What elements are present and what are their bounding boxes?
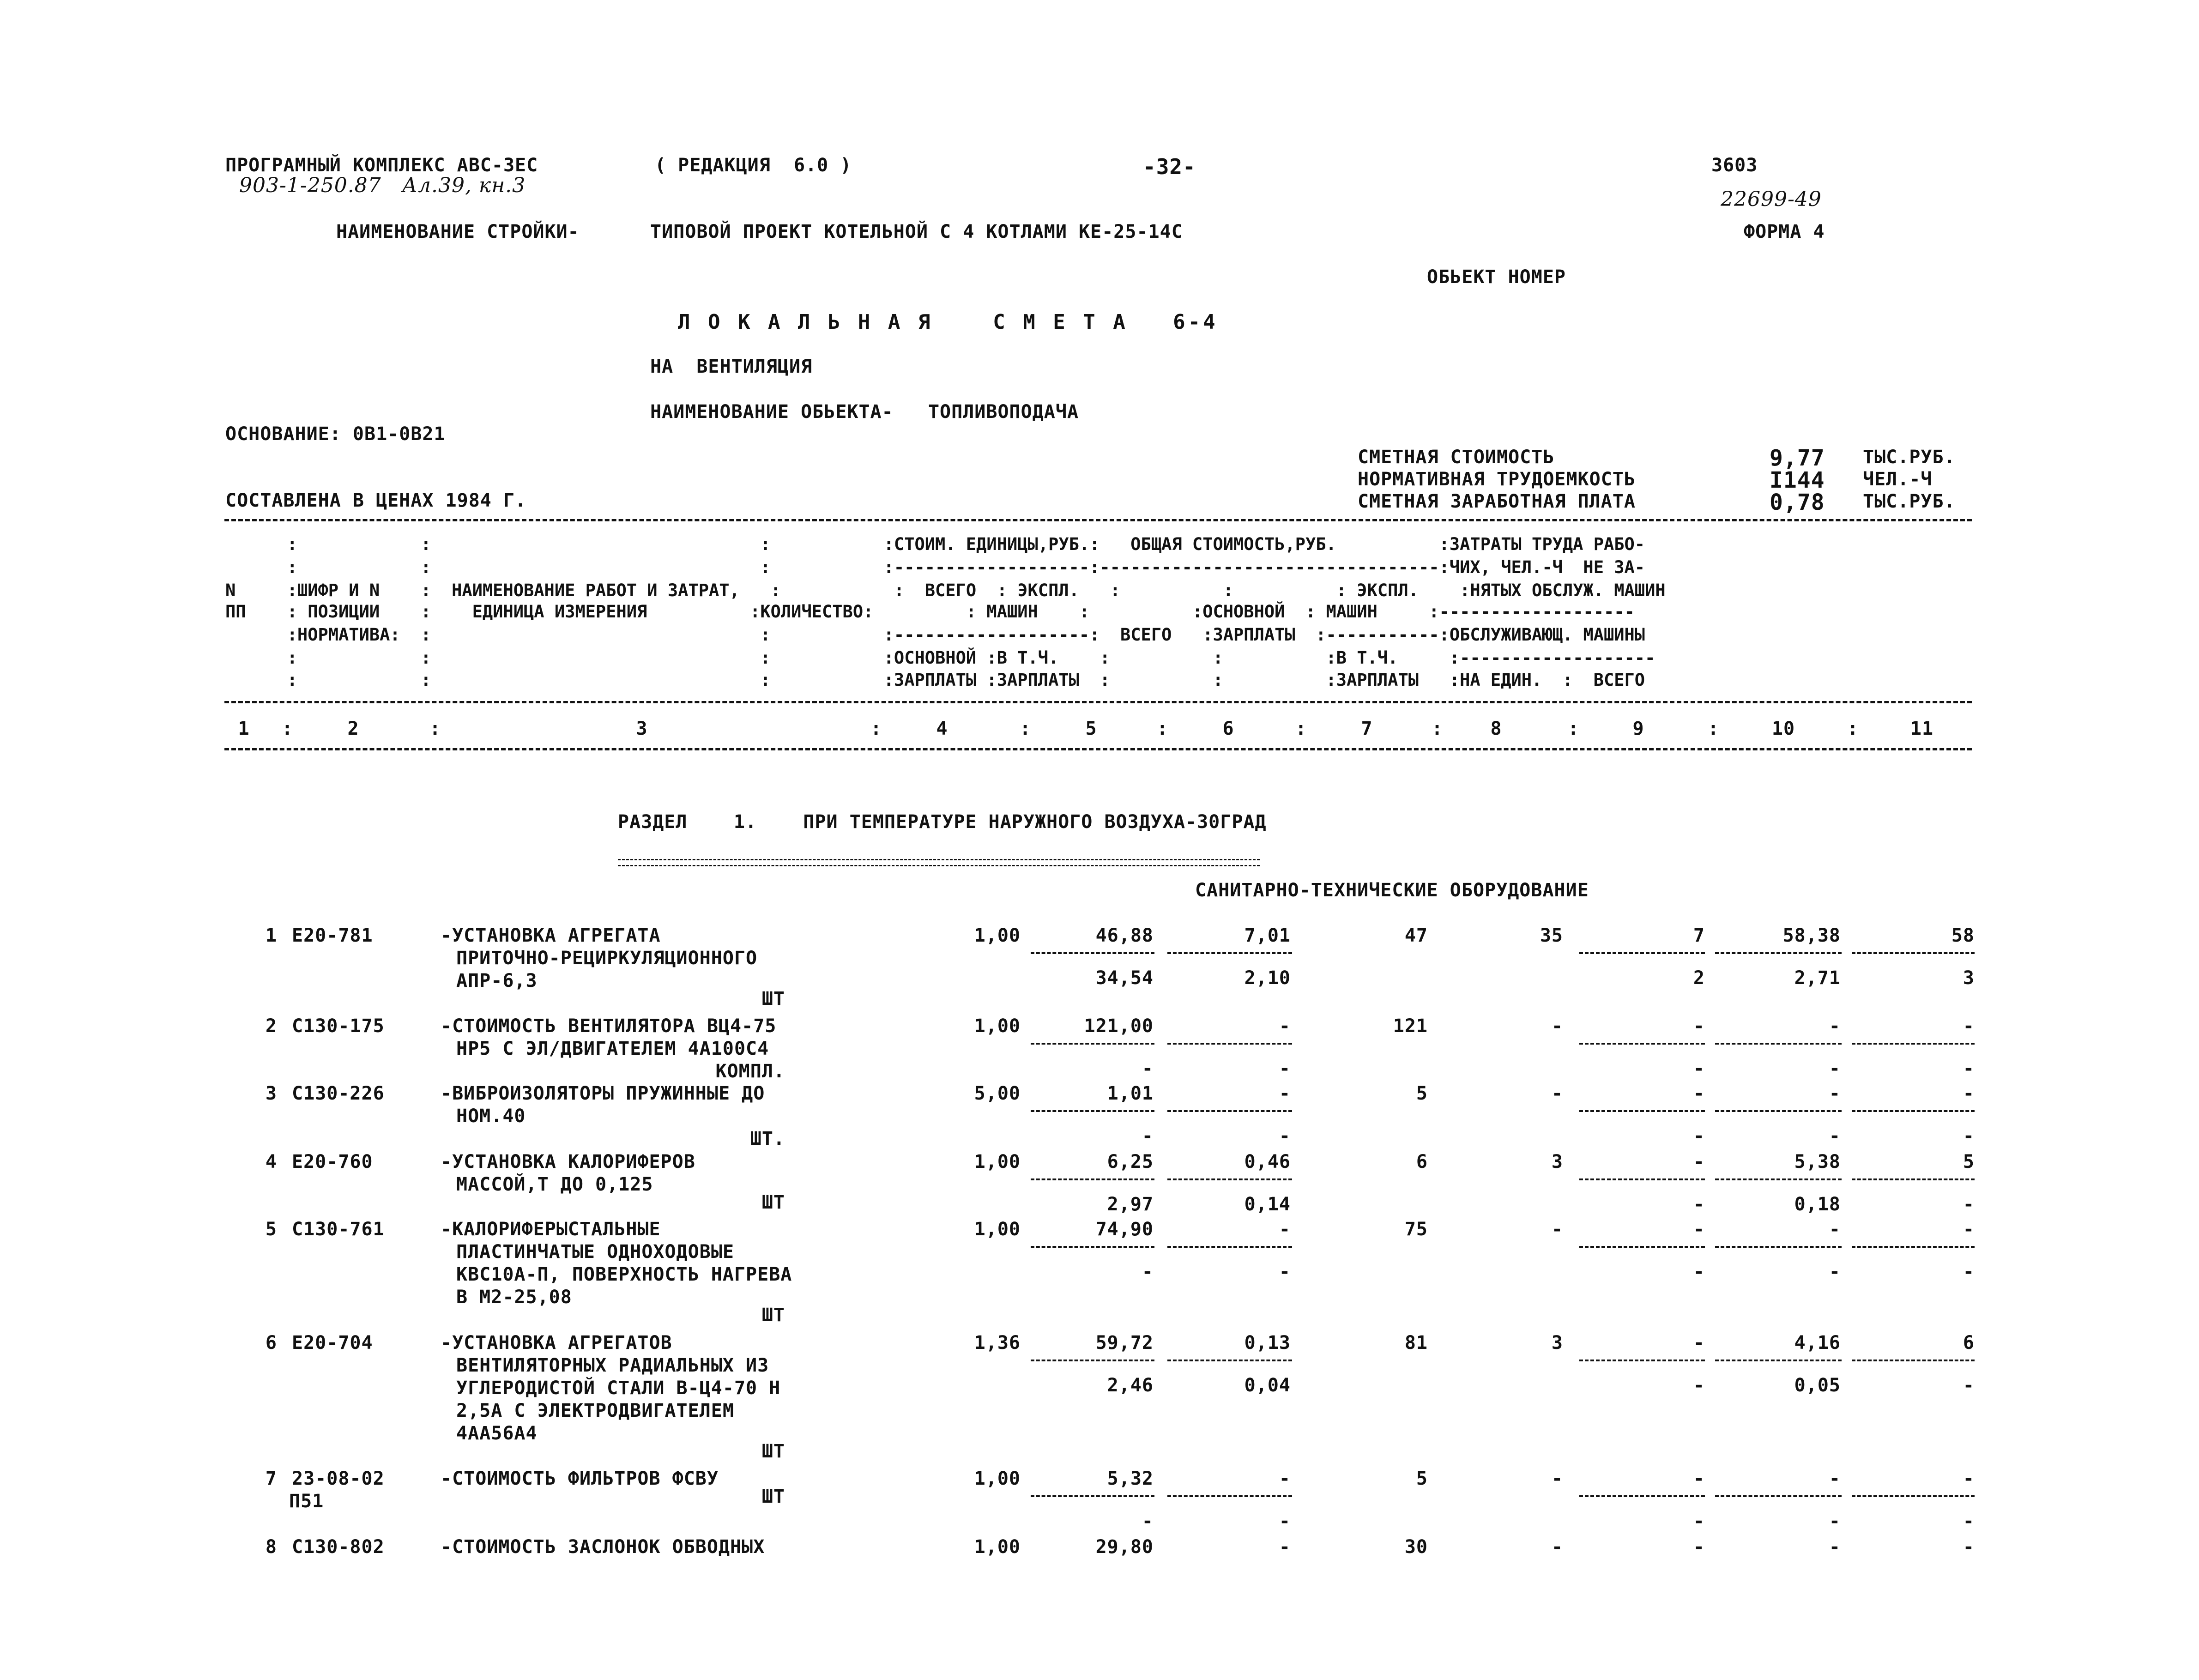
row-value-c6: 7,01 [1244,925,1291,946]
row-code: Е20-760 [292,1151,373,1172]
column-number: 11 [1910,718,1934,739]
row-subtotal-rule [1715,952,1842,954]
row-unit: ШТ. [750,1128,785,1149]
row-subvalue-s10: - [1829,1261,1841,1282]
column-number: 4 [936,718,948,739]
column-separator: : [429,718,441,739]
row-code: С130-802 [292,1536,385,1558]
header-line: ПП : ПОЗИЦИИ : ЕДИНИЦА ИЗМЕРЕНИЯ :КОЛИЧЕСТВО: : МАШИН : :ОСНОВНОЙ : МАШИН :------------------- [225,602,1635,622]
column-number: 5 [1085,718,1097,739]
row-number: 4 [265,1151,277,1172]
row-value-c8: - [1551,1083,1563,1104]
row-subvalue-s10: 2,71 [1794,967,1841,989]
row-subtotal-rule [1852,1246,1975,1248]
summary-label-wage: СМЕТНАЯ ЗАРАБОТНАЯ ПЛАТА [1358,491,1636,512]
column-number: 2 [347,718,359,739]
row-name: -СТОИМОСТЬ ЗАСЛОНОК ОБВОДНЫХ [441,1536,765,1558]
header-line: : : : :-------------------:---------------------------------:ЧИХ, ЧЕЛ.-Ч НЕ ЗА- [225,557,1645,577]
row-subvalue-s5: - [1142,1511,1154,1532]
row-name: -ВИБРОИЗОЛЯТОРЫ ПРУЖИННЫЕ ДО [441,1083,765,1104]
row-subtotal-rule [1852,1495,1975,1497]
row-code: П51 [289,1491,324,1512]
edition: ( РЕДАКЦИЯ 6.0 ) [655,155,852,176]
summary-label-labor: НОРМАТИВНАЯ ТРУДОЕМКОСТЬ [1358,469,1636,490]
row-name: -КАЛОРИФЕРЫСТАЛЬНЫЕ [441,1219,661,1240]
row-subvalue-s9: - [1693,1261,1705,1282]
row-name: НОМ.40 [456,1106,526,1127]
row-subtotal-rule [1579,1495,1705,1497]
section-underline [618,859,1260,866]
row-name: АПР-6,3 [456,970,538,991]
column-number: 9 [1632,718,1644,739]
row-subvalue-s11: - [1963,1375,1975,1396]
row-subtotal-rule [1715,1495,1842,1497]
row-value-c11: - [1963,1536,1975,1558]
row-subvalue-s10: - [1829,1125,1841,1147]
row-value-c11: - [1963,1468,1975,1489]
row-subtotal-rule [1031,1043,1154,1045]
header-line: : : : :СТОИМ. ЕДИНИЦЫ,РУБ.: ОБЩАЯ СТОИМОСТЬ,РУБ. :ЗАТРАТЫ ТРУДА РАБО- [225,534,1645,554]
column-separator: : [1847,718,1859,739]
row-value-c6: 0,13 [1244,1332,1291,1354]
row-subtotal-rule [1579,1360,1705,1361]
row-value-c8: - [1551,1536,1563,1558]
construction-label: НАИМЕНОВАНИЕ СТРОЙКИ- [336,221,580,242]
row-number: 5 [265,1219,277,1240]
row-value-c10: - [1829,1015,1841,1037]
row-number: 6 [265,1332,277,1354]
row-value-c7: 30 [1404,1536,1428,1558]
column-separator: : [1432,718,1444,739]
row-subtotal-rule [1167,1043,1292,1045]
row-code: С130-761 [292,1219,385,1240]
row-value-qty: 1,00 [974,1151,1021,1172]
row-name: -УСТАНОВКА КАЛОРИФЕРОВ [441,1151,695,1172]
row-code: С130-226 [292,1083,385,1104]
row-subvalue-s10: 0,18 [1794,1194,1841,1215]
row-value-c7: 47 [1404,925,1428,946]
row-value-c9: - [1693,1332,1705,1354]
row-value-c8: - [1551,1219,1563,1240]
row-subtotal-rule [1031,952,1154,954]
row-subvalue-s9: 2 [1693,967,1705,989]
column-separator: : [1157,718,1169,739]
row-subvalue-s6: - [1279,1125,1291,1147]
row-value-c10: - [1829,1536,1841,1558]
column-number: 7 [1361,718,1373,739]
row-subtotal-rule [1579,1246,1705,1248]
row-value-c9: - [1693,1468,1705,1489]
form-label: ФОРМА 4 [1744,221,1825,242]
column-number: 10 [1771,718,1795,739]
summary-unit-labor: ЧЕЛ.-Ч [1863,469,1933,490]
row-value-c6: - [1279,1536,1291,1558]
summary-value-cost: 9,77 [1770,445,1825,471]
basis: ОСНОВАНИЕ: 0В1-0В21 [225,423,446,445]
row-value-c9: - [1693,1083,1705,1104]
row-value-c10: 58,38 [1782,925,1841,946]
row-subvalue-s11: - [1963,1058,1975,1079]
row-name: НР5 С ЭЛ/ДВИГАТЕЛЕМ 4А100С4 [456,1038,769,1059]
section-subtitle: САНИТАРНО-ТЕХНИЧЕСКИЕ ОБОРУДОВАНИЕ [1195,880,1589,901]
row-subvalue-s10: - [1829,1058,1841,1079]
row-value-c5: 29,80 [1095,1536,1154,1558]
row-subvalue-s11: - [1963,1194,1975,1215]
row-subvalue-s5: 2,46 [1107,1375,1154,1396]
row-value-c9: - [1693,1151,1705,1172]
row-value-c8: 3 [1551,1151,1563,1172]
row-subvalue-s6: 2,10 [1244,967,1291,989]
row-value-c8: - [1551,1468,1563,1489]
row-number: 3 [265,1083,277,1104]
row-subtotal-rule [1852,1043,1975,1045]
column-number: 6 [1222,718,1234,739]
row-subvalue-s5: - [1142,1261,1154,1282]
row-value-c11: - [1963,1219,1975,1240]
row-value-c7: 6 [1416,1151,1428,1172]
row-subtotal-rule [1031,1178,1154,1180]
column-separator: : [1568,718,1580,739]
row-value-c5: 6,25 [1107,1151,1154,1172]
summary-unit-wage: ТЫС.РУБ. [1863,491,1956,512]
row-subtotal-rule [1715,1178,1842,1180]
row-code: Е20-704 [292,1332,373,1354]
construction-value: ТИПОВОЙ ПРОЕКТ КОТЕЛЬНОЙ С 4 КОТЛАМИ КЕ-25-14С [650,221,1183,242]
code-top: 3603 [1711,155,1758,176]
header-line: : : : :ОСНОВНОЙ :В Т.Ч. : : :В Т.Ч. :------------------- [225,648,1655,668]
row-subvalue-s5: - [1142,1058,1154,1079]
row-value-c9: - [1693,1536,1705,1558]
row-value-c6: 0,46 [1244,1151,1291,1172]
header-line: : : : :ЗАРПЛАТЫ :ЗАРПЛАТЫ : : :ЗАРПЛАТЫ :НА ЕДИН. : ВСЕГО [225,670,1645,690]
row-unit: ШТ [761,1305,785,1326]
row-subtotal-rule [1579,1110,1705,1112]
row-number: 7 [265,1468,277,1489]
row-value-c8: - [1551,1015,1563,1037]
row-subtotal-rule [1579,1043,1705,1045]
row-value-c10: 5,38 [1794,1151,1841,1172]
row-name: В М2-25,08 [456,1287,572,1308]
row-subvalue-s5: 34,54 [1095,967,1154,989]
row-value-c7: 75 [1404,1219,1428,1240]
row-code: 23-08-02 [292,1468,385,1489]
row-value-c6: - [1279,1219,1291,1240]
row-value-c11: 6 [1963,1332,1975,1354]
row-subtotal-rule [1167,1495,1292,1497]
row-subvalue-s6: - [1279,1058,1291,1079]
header-line: N :ШИФР И N : НАИМЕНОВАНИЕ РАБОТ И ЗАТРАТ, : : ВСЕГО : ЭКСПЛ. : : : ЭКСПЛ. :НЯТЫХ ОБСЛУЖ. МАШИН [225,580,1666,600]
row-value-c5: 74,90 [1095,1219,1154,1240]
row-subvalue-s9: - [1693,1125,1705,1147]
row-subvalue-s9: - [1693,1375,1705,1396]
column-separator: : [1708,718,1720,739]
column-number: 1 [238,718,250,739]
doc-title: Л О К А Л Ь Н А Я С М Е Т А 6-4 [678,310,1218,334]
row-name: ВЕНТИЛЯТОРНЫХ РАДИАЛЬНЫХ ИЗ [456,1355,769,1376]
row-value-c11: 58 [1951,925,1975,946]
row-unit: ШТ [761,988,785,1009]
row-subvalue-s5: - [1142,1125,1154,1147]
row-value-c7: 81 [1404,1332,1428,1354]
row-code: Е20-781 [292,925,373,946]
prices-year: СОСТАВЛЕНА В ЦЕНАХ 1984 Г. [225,490,527,511]
row-subtotal-rule [1167,1246,1292,1248]
row-subvalue-s9: - [1693,1511,1705,1532]
row-subvalue-s11: - [1963,1125,1975,1147]
column-number: 8 [1490,718,1502,739]
row-name: -СТОИМОСТЬ ВЕНТИЛЯТОРА ВЦ4-75 [441,1015,777,1037]
row-value-c5: 59,72 [1095,1332,1154,1354]
row-value-c5: 46,88 [1095,925,1154,946]
header-rule-mid [224,701,1972,703]
object-name: НАИМЕНОВАНИЕ ОБЬЕКТА- ТОПЛИВОПОДАЧА [650,401,1079,423]
row-subvalue-s6: - [1279,1511,1291,1532]
row-subtotal-rule [1031,1110,1154,1112]
row-subtotal-rule [1852,1360,1975,1361]
header-line: :НОРМАТИВА: : : :-------------------: ВСЕГО :ЗАРПЛАТЫ :-----------:ОБСЛУЖИВАЮЩ. МАШИНЫ [225,625,1645,645]
row-value-c11: - [1963,1083,1975,1104]
row-subvalue-s9: - [1693,1058,1705,1079]
row-unit: ШТ [761,1486,785,1507]
row-subtotal-rule [1715,1360,1842,1361]
row-value-c5: 5,32 [1107,1468,1154,1489]
row-value-c6: - [1279,1083,1291,1104]
row-subvalue-s6: 0,04 [1244,1375,1291,1396]
row-subtotal-rule [1715,1110,1842,1112]
row-subtotal-rule [1715,1043,1842,1045]
row-subtotal-rule [1579,952,1705,954]
row-value-c8: 3 [1551,1332,1563,1354]
row-subtotal-rule [1167,1110,1292,1112]
column-separator: : [870,718,882,739]
row-value-c10: - [1829,1083,1841,1104]
row-value-c9: - [1693,1015,1705,1037]
row-subtotal-rule [1167,952,1292,954]
object-number: ОБЬЕКТ НОМЕР [1427,266,1566,288]
row-value-c10: 4,16 [1794,1332,1841,1354]
row-value-c11: 5 [1963,1151,1975,1172]
row-subtotal-rule [1167,1178,1292,1180]
row-unit: ШТ [761,1441,785,1462]
row-value-c6: - [1279,1468,1291,1489]
row-number: 8 [265,1536,277,1558]
row-name: -УСТАНОВКА АГРЕГАТА [441,925,661,946]
row-unit: КОМПЛ. [715,1061,785,1082]
summary-label-cost: СМЕТНАЯ СТОИМОСТЬ [1358,447,1555,468]
row-value-qty: 1,00 [974,925,1021,946]
row-subvalue-s5: 2,97 [1107,1194,1154,1215]
row-value-qty: 1,36 [974,1332,1021,1354]
row-value-c7: 121 [1393,1015,1428,1037]
row-name: -СТОИМОСТЬ ФИЛЬТРОВ ФСВУ [441,1468,719,1489]
row-name: 2,5А С ЭЛЕКТРОДВИГАТЕЛЕМ [456,1400,734,1421]
row-name: -УСТАНОВКА АГРЕГАТОВ [441,1332,672,1354]
row-code: С130-175 [292,1015,385,1037]
row-value-c5: 1,01 [1107,1083,1154,1104]
summary-value-wage: 0,78 [1770,489,1825,515]
row-number: 1 [265,925,277,946]
row-subvalue-s10: - [1829,1511,1841,1532]
row-value-c9: - [1693,1219,1705,1240]
row-subvalue-s11: - [1963,1511,1975,1532]
page-number: -32- [1143,154,1196,179]
column-separator: : [1295,718,1307,739]
row-subtotal-rule [1852,1110,1975,1112]
row-value-qty: 5,00 [974,1083,1021,1104]
row-value-c10: - [1829,1219,1841,1240]
row-value-qty: 1,00 [974,1219,1021,1240]
row-name: ПЛАСТИНЧАТЫЕ ОДНОХОДОВЫЕ [456,1241,734,1263]
row-value-qty: 1,00 [974,1536,1021,1558]
row-subtotal-rule [1031,1495,1154,1497]
row-name: МАССОЙ,Т ДО 0,125 [456,1174,653,1195]
row-subtotal-rule [1031,1360,1154,1361]
row-subvalue-s11: 3 [1963,967,1975,989]
column-separator: : [1020,718,1032,739]
row-value-qty: 1,00 [974,1468,1021,1489]
header-rule-top [224,519,1972,521]
section-title: РАЗДЕЛ 1. ПРИ ТЕМПЕРАТУРЕ НАРУЖНОГО ВОЗДУХА-30ГРАД [618,811,1267,833]
program-name: ПРОГРАМНЫЙ КОМПЛЕКС АВС-3ЕС [225,155,538,176]
row-value-c6: - [1279,1015,1291,1037]
handwritten-ref: 903-1-250.87 Ал.39, кн.3 [239,174,526,197]
row-subtotal-rule [1579,1178,1705,1180]
row-subvalue-s11: - [1963,1261,1975,1282]
row-value-c9: 7 [1693,925,1705,946]
column-separator: : [282,718,294,739]
row-subtotal-rule [1852,952,1975,954]
column-number: 3 [636,718,648,739]
row-number: 2 [265,1015,277,1037]
row-subtotal-rule [1167,1360,1292,1361]
row-value-c11: - [1963,1015,1975,1037]
summary-unit-cost: ТЫС.РУБ. [1863,447,1956,468]
on-label: НА ВЕНТИЛЯЦИЯ [650,356,813,377]
row-value-c7: 5 [1416,1468,1428,1489]
row-value-c5: 121,00 [1084,1015,1154,1037]
row-name: ПРИТОЧНО-РЕЦИРКУЛЯЦИОННОГО [456,948,758,969]
summary-value-labor: I144 [1770,467,1825,493]
row-subvalue-s6: 0,14 [1244,1194,1291,1215]
row-name: КВС10А-П, ПОВЕРХНОСТЬ НАГРЕВА [456,1264,792,1285]
row-subtotal-rule [1852,1178,1975,1180]
row-name: УГЛЕРОДИСТОЙ СТАЛИ В-Ц4-70 Н [456,1378,781,1399]
header-rule-bottom [224,748,1972,750]
row-subvalue-s10: 0,05 [1794,1375,1841,1396]
row-value-c8: 35 [1540,925,1563,946]
row-unit: ШТ [761,1192,785,1213]
row-subtotal-rule [1031,1246,1154,1248]
row-value-qty: 1,00 [974,1015,1021,1037]
row-subvalue-s9: - [1693,1194,1705,1215]
handwritten-code: 22699-49 [1721,187,1822,211]
row-value-c7: 5 [1416,1083,1428,1104]
row-value-c10: - [1829,1468,1841,1489]
row-subtotal-rule [1715,1246,1842,1248]
row-subvalue-s6: - [1279,1261,1291,1282]
row-name: 4АА56А4 [456,1423,538,1444]
